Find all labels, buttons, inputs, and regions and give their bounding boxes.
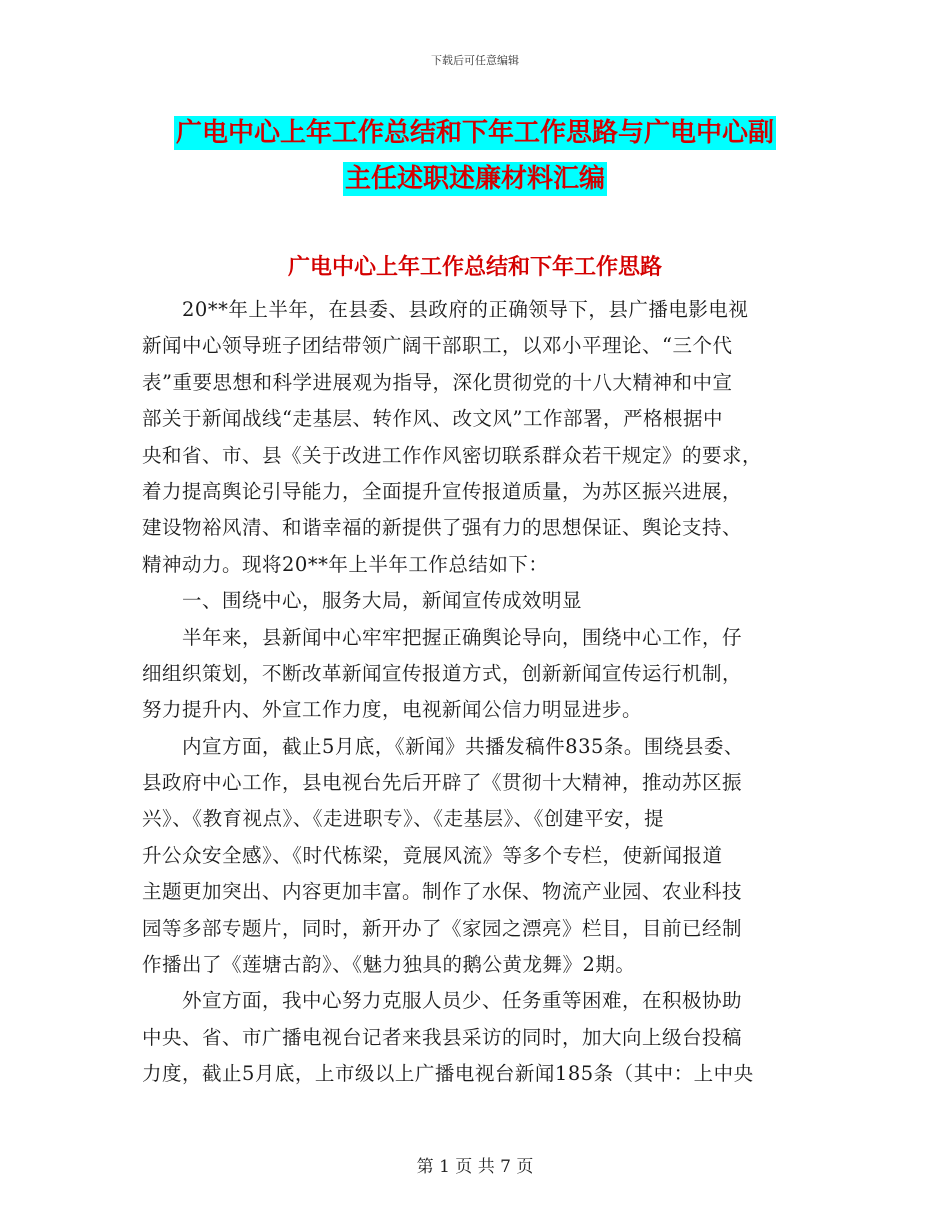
text-line: 表”重要思想和科学进展观为指导，深化贯彻党的十八大精神和中宣: [142, 370, 733, 394]
text-line: 半年来，县新闻中心牢牢把握正确舆论导向，围绕中心工作，仔: [142, 625, 743, 649]
text-line: 中央、省、市广播电视台记者来我县采访的同时，加大向上级台投稿: [142, 1025, 743, 1049]
text-line: 着力提高舆论引导能力，全面提升宣传报道质量，为苏区振兴进展，: [142, 479, 743, 503]
section-heading: 一、围绕中心，服务大局，新闻宣传成效明显: [142, 589, 583, 613]
text-line: 精神动力。现将20**年上半年工作总结如下：: [142, 552, 549, 576]
page-number: 第 1 页 共 7 页: [416, 1157, 534, 1177]
text-line: 作播出了《莲塘古韵》、《魅力独具的鹅公黄龙舞》2期。: [142, 953, 636, 977]
text-line: 央和省、市、县《关于改进工作作风密切联系群众若干规定》的要求，: [142, 443, 763, 467]
text-line: 新闻中心领导班子团结带领广阔干部职工，以邓小平理论、“三个代: [142, 334, 733, 358]
text-line: 外宣方面，我中心努力克服人员少、任务重等困难，在积极协助: [142, 989, 743, 1013]
text-line: 细组织策划，不断改革新闻宣传报道方式，创新新闻宣传运行机制，: [142, 661, 743, 685]
text-line: 部关于新闻战线“走基层、转作风、改文风”工作部署，严格根据中: [142, 407, 723, 431]
section-title: 广电中心上年工作总结和下年工作思路: [287, 255, 662, 280]
text-line: 20**年上半年，在县委、县政府的正确领导下，县广播电影电视: [142, 298, 749, 321]
text-line: 力度，截止5月底，上市级以上广播电视台新闻185条（其中：上中央: [142, 1062, 754, 1086]
text-line: 努力提升内、外宣工作力度，电视新闻公信力明显进步。: [142, 698, 643, 722]
text-line: 主题更加突出、内容更加丰富。制作了水保、物流产业园、农业科技: [142, 880, 743, 904]
header-note: 下载后可任意编辑: [431, 54, 519, 67]
document-title-line-2: 主任述职述廉材料汇编: [344, 164, 605, 194]
text-line: 园等多部专题片，同时，新开办了《家园之漂亮》栏目，目前已经制: [142, 916, 743, 940]
text-line: 升公众安全感》、《时代栋梁，竟展风流》等多个专栏，使新闻报道: [142, 843, 723, 867]
text-line: 内宣方面，截止5月底，《新闻》共播发稿件835条。围绕县委、: [142, 734, 744, 758]
text-line: 县政府中心工作，县电视台先后开辟了《贯彻十大精神，推动苏区振: [142, 771, 743, 795]
text-line: 兴》、《教育视点》、《走进职专》、《走基层》、《创建平安，提: [142, 807, 665, 831]
body-text: [142, 292, 810, 1093]
text-line: 建设物裕风清、和谐幸福的新提供了强有力的思想保证、舆论支持、: [142, 516, 743, 540]
document-title-line-1: 广电中心上年工作总结和下年工作思路与广电中心副: [175, 118, 774, 148]
